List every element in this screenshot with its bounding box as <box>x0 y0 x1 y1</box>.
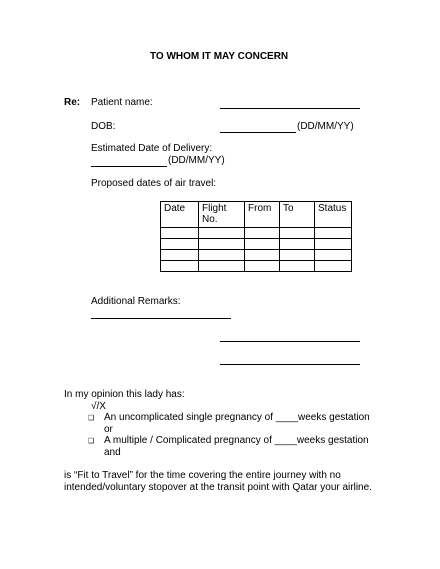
table-cell[interactable] <box>199 239 245 250</box>
table-cell[interactable] <box>280 228 315 239</box>
table-header-row <box>161 202 352 228</box>
table-cell[interactable] <box>245 228 280 239</box>
header-status: Status <box>315 202 352 228</box>
table-row <box>161 228 352 239</box>
checkbox-icon[interactable]: ❑ <box>88 415 95 422</box>
table-cell[interactable] <box>245 239 280 250</box>
table-cell[interactable] <box>161 261 199 272</box>
table-cell[interactable] <box>280 261 315 272</box>
re-label: Re: <box>64 97 81 108</box>
header-date: Date <box>161 202 199 228</box>
edd-label: Estimated Date of Delivery: <box>91 143 213 154</box>
table-cell[interactable] <box>161 228 199 239</box>
remarks-line-2[interactable] <box>220 341 360 342</box>
patient-name-label: Patient name: <box>91 97 153 108</box>
dob-line[interactable] <box>220 132 296 133</box>
patient-name-line[interactable] <box>220 108 360 109</box>
header-from: From <box>245 202 280 228</box>
remarks-label: Additional Remarks: <box>91 296 181 307</box>
table-cell[interactable] <box>199 228 245 239</box>
table-row <box>161 239 352 250</box>
table-cell[interactable] <box>315 250 352 261</box>
edd-line[interactable] <box>91 166 167 167</box>
option-single-pregnancy: An uncomplicated single pregnancy of ____weeks gestation <box>104 412 370 423</box>
checkbox-icon[interactable]: ❑ <box>88 438 95 445</box>
table-cell[interactable] <box>199 261 245 272</box>
table-cell[interactable] <box>161 239 199 250</box>
table-cell[interactable] <box>315 228 352 239</box>
edd-format: (DD/MM/YY) <box>168 155 225 166</box>
page-title: TO WHOM IT MAY CONCERN <box>150 51 289 62</box>
header-to: To <box>280 202 315 228</box>
table-cell[interactable] <box>161 250 199 261</box>
or-label: or <box>104 424 113 435</box>
table-cell[interactable] <box>315 239 352 250</box>
header-flight-no: Flight No. <box>199 202 245 228</box>
dob-format: (DD/MM/YY) <box>297 121 354 132</box>
option-multiple-pregnancy: A multiple / Complicated pregnancy of ____weeks gestation <box>104 435 369 446</box>
table-row <box>161 250 352 261</box>
opinion-label: In my opinion this lady has: <box>64 389 185 400</box>
check-mark: √/X <box>91 401 106 412</box>
statement-line-2: intended/voluntary stopover at the transit point with Qatar your airline. <box>64 482 372 493</box>
travel-table <box>160 201 352 272</box>
statement-line-1: is “Fit to Travel” for the time covering the entire journey with no <box>64 470 341 481</box>
table-cell[interactable] <box>245 250 280 261</box>
table-row <box>161 261 352 272</box>
travel-dates-label: Proposed dates of air travel: <box>91 178 217 189</box>
remarks-line-3[interactable] <box>220 364 360 365</box>
table-cell[interactable] <box>245 261 280 272</box>
table-cell[interactable] <box>315 261 352 272</box>
remarks-line-1[interactable] <box>91 318 231 319</box>
table-cell[interactable] <box>280 239 315 250</box>
table-cell[interactable] <box>199 250 245 261</box>
and-label: and <box>104 447 121 458</box>
dob-label: DOB: <box>91 121 116 132</box>
table-cell[interactable] <box>280 250 315 261</box>
